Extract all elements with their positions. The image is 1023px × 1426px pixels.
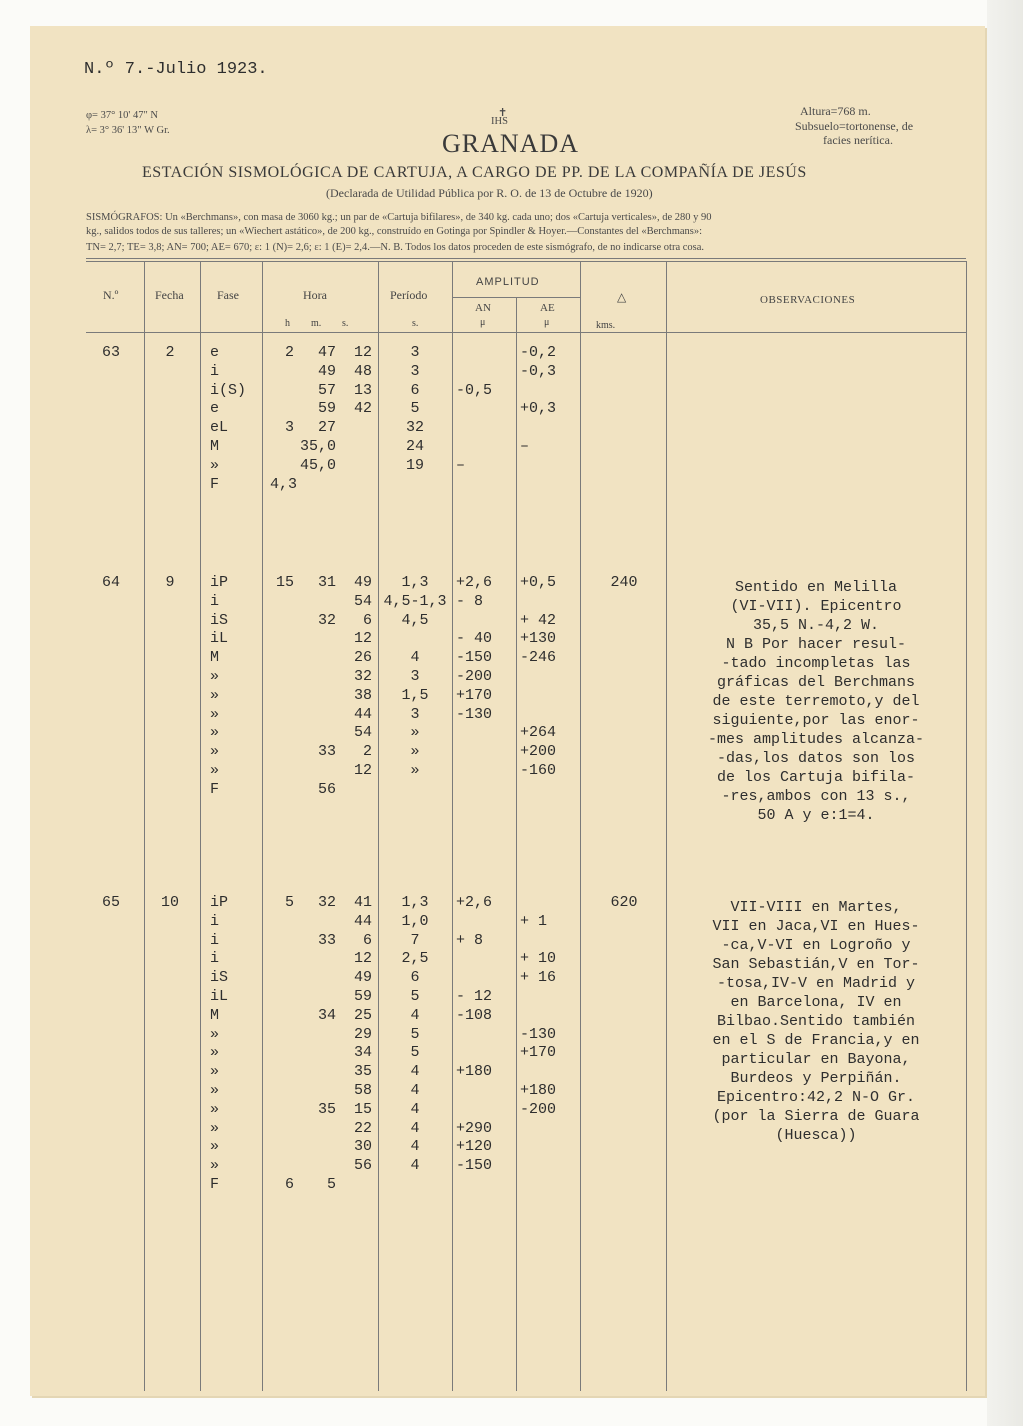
cell-per: »: [410, 762, 420, 779]
cell-fase: M: [210, 438, 220, 455]
cell-an: +180: [456, 1063, 493, 1080]
cell-ae: -200: [520, 1101, 557, 1118]
bulletin-sheet: [30, 26, 985, 1396]
table-header-rule: [86, 332, 966, 333]
cell-per: 4: [410, 1120, 420, 1137]
cell-an: -130: [456, 706, 493, 723]
cell-m: 59: [317, 400, 336, 417]
col-amplitude-n-unit: μ: [480, 317, 486, 328]
entry-observations: VII-VIII en Martes, VII en Jaca,VI en Hues- -ca,V-VI en Logroño y San Sebastián,V en Tor- -tosa,IV-V en Madrid y en Barcelona, IV en Bilbao.Sentido también en el S de Francia,y en particular en Bayona, Burdeos y Perpiñán. Epicentro:42,2 N-O Gr. (por la Sierra de Guara (Huesca)): [712, 899, 920, 1144]
cell-s: 42: [353, 400, 372, 417]
cell-per: 32: [405, 419, 424, 436]
entry-distance: 240: [610, 574, 638, 591]
cell-fase: »: [210, 762, 220, 779]
cell-s: 6: [362, 932, 372, 949]
col-sep-2: [200, 261, 201, 1391]
cell-fase: iL: [210, 988, 229, 1005]
cell-s: 26: [353, 649, 372, 666]
cell-m: 47: [317, 344, 336, 361]
cell-m: 49: [317, 363, 336, 380]
col-amplitude-e: AE: [540, 302, 555, 314]
cell-an: + 8: [456, 932, 484, 949]
cell-per: 4: [410, 1007, 420, 1024]
cell-m: 27: [317, 419, 336, 436]
cell-fase: F: [210, 476, 220, 493]
cell-s: 13: [353, 382, 372, 399]
cross-icon: ✝: [498, 107, 508, 119]
col-sep-1: [144, 261, 145, 1391]
cell-fase: i: [210, 950, 220, 967]
cell-fase: »: [210, 1026, 220, 1043]
cell-per: 3: [410, 344, 420, 361]
cell-ae: +170: [520, 1044, 557, 1061]
cell-an: –: [456, 457, 466, 474]
cell-s: 22: [353, 1120, 372, 1137]
col-distance-icon: △: [617, 290, 627, 304]
cell-s: 34: [353, 1044, 372, 1061]
cell-m: 33: [317, 932, 336, 949]
cell-per: 3: [410, 363, 420, 380]
cell-per: 3: [410, 706, 420, 723]
entry-number: 65: [102, 894, 121, 911]
cell-fase: F: [210, 1176, 220, 1193]
cell-an: +290: [456, 1120, 493, 1137]
cell-per: 24: [405, 438, 424, 455]
cell-ae: -0,2: [520, 344, 557, 361]
cell-an: +2,6: [456, 894, 493, 911]
col-amplitude: AMPLITUD: [476, 276, 540, 288]
subsoil-line-2: facies nerítica.: [823, 133, 893, 147]
cell-fase: eL: [210, 419, 229, 436]
col-time-s: s.: [342, 318, 349, 329]
cell-per: 4,5: [401, 612, 429, 629]
ihs-monogram: IHS: [491, 116, 508, 127]
col-date: Fecha: [155, 288, 184, 302]
cell-s: 54: [353, 593, 372, 610]
col-amplitude-e-unit: μ: [544, 317, 550, 328]
cell-m: 35: [317, 1101, 336, 1118]
col-sep-4: [378, 261, 379, 1391]
col-sep-6: [516, 297, 517, 1391]
cell-h: 2: [284, 344, 294, 361]
cell-per: 1,3: [401, 894, 429, 911]
cell-ae: +130: [520, 630, 557, 647]
cell-per: 4: [410, 1138, 420, 1155]
cell-ae: + 1: [520, 913, 548, 930]
declaration: (Declarada de Utilidad Pública por R. O. de 13 de Octubre de 1920): [326, 186, 653, 200]
cell-fase: iP: [210, 574, 229, 591]
cell-fase: »: [210, 668, 220, 685]
cell-h: 5: [284, 894, 294, 911]
cell-fase: iS: [210, 969, 229, 986]
cell-s: 59: [353, 988, 372, 1005]
constants-line: TN= 2,7; TE= 3,8; AN= 700; AE= 670; ε: 1 (N)= 2,6; ε: 1 (E)= 2,4.—N. B. Todos los datos proceden de este sismógrafo, de no indicarse otra cosa.: [86, 242, 705, 253]
station-name: ESTACIÓN SISMOLÓGICA DE CARTUJA, A CARGO DE PP. DE LA COMPAÑÍA DE JESÚS: [142, 164, 807, 181]
cell-s: 35: [353, 1063, 372, 1080]
altitude: Altura=768 m.: [800, 104, 871, 118]
cell-m: 31: [317, 574, 336, 591]
cell-fase: »: [210, 706, 220, 723]
cell-s: 54: [353, 724, 372, 741]
cell-s: 56: [353, 1157, 372, 1174]
cell-per: 4: [410, 1063, 420, 1080]
col-distance-unit: kms.: [596, 320, 616, 331]
cell-s: 15: [353, 1101, 372, 1118]
cell-s: 41: [353, 894, 372, 911]
table-top-rule: [86, 258, 966, 259]
cell-m: 45,0: [299, 457, 336, 474]
cell-s: 6: [362, 612, 372, 629]
cell-per: 3: [410, 668, 420, 685]
cell-fase: »: [210, 724, 220, 741]
cell-fase: M: [210, 1007, 220, 1024]
cell-h: 15: [275, 574, 294, 591]
cell-an: +170: [456, 687, 493, 704]
cell-fase: »: [210, 1063, 220, 1080]
bulletin-number-date: N.º 7.-Julio 1923.: [84, 60, 268, 79]
table-top-rule-2: [86, 261, 966, 262]
cell-per: 6: [410, 382, 420, 399]
cell-ae: +264: [520, 724, 557, 741]
cell-fase: M: [210, 649, 220, 666]
cell-ae: -246: [520, 649, 557, 666]
cell-ae: -160: [520, 762, 557, 779]
cell-an: -150: [456, 1157, 493, 1174]
cell-per: 1,5: [401, 687, 429, 704]
cell-per: 19: [405, 457, 424, 474]
cell-h: 4,3: [270, 476, 298, 493]
cell-per: »: [410, 724, 420, 741]
col-sep-right: [966, 261, 967, 1391]
col-period: Período: [390, 288, 428, 302]
cell-s: 12: [353, 344, 372, 361]
cell-fase: F: [210, 781, 220, 798]
entry-date: 2: [165, 344, 175, 361]
seismographs-line-1: SISMÓGRAFOS: Un «Berchmans», con masa de 3060 kg.; un par de «Cartuja bifilares», de 340 kg. cada uno; dos «Cartuja verticales», de 280 y 90: [86, 212, 712, 223]
cell-fase: »: [210, 1120, 220, 1137]
col-sep-5: [452, 261, 453, 1391]
cell-per: 6: [410, 969, 420, 986]
cell-an: -0,5: [456, 382, 493, 399]
cell-s: 12: [353, 762, 372, 779]
entry-date: 10: [160, 894, 179, 911]
cell-fase: »: [210, 1082, 220, 1099]
cell-fase: i: [210, 913, 220, 930]
scan-margin: [987, 0, 1023, 1426]
cell-h: 3: [284, 419, 294, 436]
cell-per: »: [410, 743, 420, 760]
cell-per: 4: [410, 1157, 420, 1174]
cell-fase: iL: [210, 630, 229, 647]
cell-fase: e: [210, 400, 220, 417]
cell-an: -150: [456, 649, 493, 666]
cell-per: 1,0: [401, 913, 429, 930]
cell-m: 57: [317, 382, 336, 399]
col-sep-7: [580, 261, 581, 1391]
cell-fase: »: [210, 687, 220, 704]
col-period-unit: s.: [412, 318, 419, 329]
cell-per: 4: [410, 1101, 420, 1118]
cell-m: 5: [326, 1176, 336, 1193]
cell-ae: –: [520, 438, 530, 455]
cell-fase: »: [210, 743, 220, 760]
col-time-m: m.: [311, 318, 322, 329]
col-sep-3: [262, 261, 263, 1391]
cell-s: 2: [362, 743, 372, 760]
col-sep-8: [666, 261, 667, 1391]
cell-per: 7: [410, 932, 420, 949]
cell-fase: »: [210, 1157, 220, 1174]
cell-an: - 40: [456, 630, 493, 647]
cell-an: +2,6: [456, 574, 493, 591]
cell-s: 58: [353, 1082, 372, 1099]
cell-h: 6: [284, 1176, 294, 1193]
cell-fase: i: [210, 593, 220, 610]
cell-m: 32: [317, 894, 336, 911]
seismographs-line-2: kg., salidos todos de sus talleres; un «Wiechert astático», de 200 kg., construído en Gotinga por Spindler & Hoyer.—Constantes del «Berchmans»:: [86, 226, 703, 237]
cell-fase: i: [210, 932, 220, 949]
cell-fase: »: [210, 1138, 220, 1155]
cell-per: 1,3: [401, 574, 429, 591]
cell-ae: +0,5: [520, 574, 557, 591]
cell-ae: -130: [520, 1026, 557, 1043]
entry-observations: Sentido en Melilla (VI-VII). Epicentro 35,5 N.-4,2 W. N B Por hacer resul- -tado incompletas las gráficas del Berchmans de este terremoto,y del siguiente,por las enor- -mes amplitudes alcanza- -das,los datos son los de los Cartuja bifila- -res,ambos con 13 s., 50 A y e:1=4.: [707, 579, 925, 824]
cell-an: -108: [456, 1007, 493, 1024]
entry-distance: 620: [610, 894, 638, 911]
cell-per: 5: [410, 1044, 420, 1061]
cell-ae: + 16: [520, 969, 557, 986]
latitude: φ= 37° 10' 47" N: [86, 110, 158, 121]
cell-per: 4,5-1,3: [383, 593, 447, 610]
cell-per: 4: [410, 649, 420, 666]
cell-s: 25: [353, 1007, 372, 1024]
col-amplitude-n: AN: [475, 302, 491, 314]
col-time-h: h: [285, 318, 290, 329]
col-phase: Fase: [217, 288, 239, 302]
cell-fase: »: [210, 1044, 220, 1061]
cell-fase: iP: [210, 894, 229, 911]
entry-date: 9: [165, 574, 175, 591]
cell-s: 44: [353, 913, 372, 930]
cell-s: 48: [353, 363, 372, 380]
longitude: λ= 3° 36' 13" W Gr.: [86, 125, 170, 136]
cell-ae: +180: [520, 1082, 557, 1099]
cell-per: 5: [410, 1026, 420, 1043]
city-title: GRANADA: [442, 129, 579, 158]
cell-s: 32: [353, 668, 372, 685]
cell-ae: -0,3: [520, 363, 557, 380]
col-number: N.º: [103, 288, 119, 302]
cell-fase: e: [210, 344, 220, 361]
cell-m: 34: [317, 1007, 336, 1024]
cell-s: 30: [353, 1138, 372, 1155]
subsoil-line-1: Subsuelo=tortonense, de: [795, 119, 914, 133]
col-observations: OBSERVACIONES: [760, 294, 856, 306]
col-time: Hora: [303, 288, 327, 302]
cell-an: - 12: [456, 988, 493, 1005]
cell-m: 32: [317, 612, 336, 629]
cell-ae: +200: [520, 743, 557, 760]
cell-m: 33: [317, 743, 336, 760]
cell-per: 5: [410, 400, 420, 417]
cell-fase: i: [210, 363, 220, 380]
cell-fase: »: [210, 1101, 220, 1118]
cell-m: 56: [317, 781, 336, 798]
cell-s: 49: [353, 969, 372, 986]
cell-ae: +0,3: [520, 400, 557, 417]
cell-m: 35,0: [299, 438, 336, 455]
cell-fase: iS: [210, 612, 229, 629]
cell-fase: i(S): [210, 382, 247, 399]
entry-number: 63: [102, 344, 121, 361]
cell-an: - 8: [456, 593, 484, 610]
cell-an: +120: [456, 1138, 493, 1155]
cell-ae: + 10: [520, 950, 557, 967]
cell-s: 44: [353, 706, 372, 723]
cell-s: 38: [353, 687, 372, 704]
cell-s: 49: [353, 574, 372, 591]
cell-fase: »: [210, 457, 220, 474]
cell-per: 4: [410, 1082, 420, 1099]
cell-s: 12: [353, 950, 372, 967]
cell-per: 2,5: [401, 950, 429, 967]
cell-ae: + 42: [520, 612, 557, 629]
entry-number: 64: [102, 574, 121, 591]
cell-s: 12: [353, 630, 372, 647]
cell-per: 5: [410, 988, 420, 1005]
cell-s: 29: [353, 1026, 372, 1043]
cell-an: -200: [456, 668, 493, 685]
